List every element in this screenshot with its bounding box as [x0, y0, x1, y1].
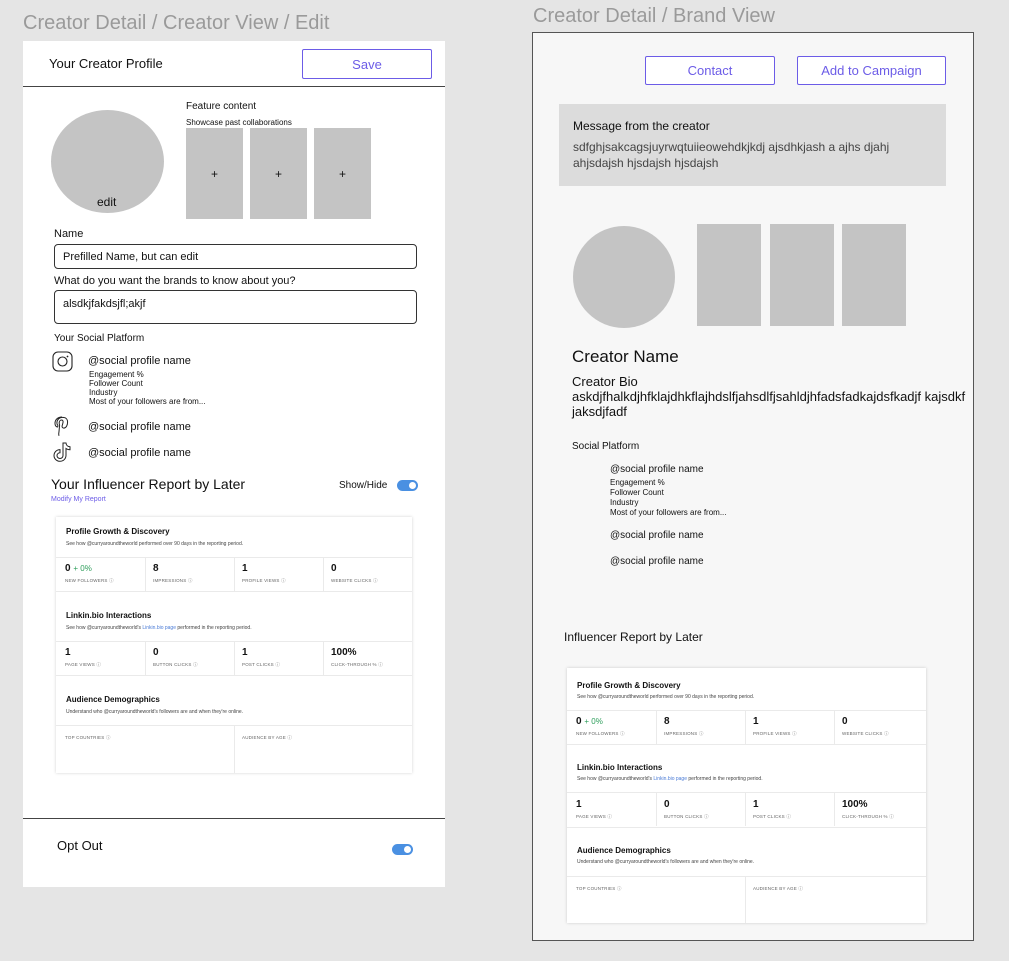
social-profile-name[interactable]: @social profile name [610, 530, 704, 541]
pinterest-icon[interactable] [53, 416, 71, 437]
audience-age-label: AUDIENCE BY AGE ⓘ [242, 735, 293, 740]
divider [834, 792, 835, 826]
social-profile-name[interactable]: @social profile name [88, 447, 191, 459]
divider [567, 710, 926, 711]
influencer-report-card [567, 668, 926, 923]
stat-profile-views: 1 [753, 716, 759, 727]
divider [56, 591, 412, 592]
stat-label: NEW FOLLOWERS ⓘ [576, 731, 625, 736]
linkin-bio-link[interactable]: Linkin.bio page [653, 776, 687, 782]
stat-label: PAGE VIEWS ⓘ [65, 662, 102, 667]
stat-impressions: 8 [664, 716, 670, 727]
growth-section-title: Profile Growth & Discovery [66, 527, 170, 536]
stat-label: PROFILE VIEWS ⓘ [753, 731, 797, 736]
stat-label: POST CLICKS ⓘ [242, 662, 281, 667]
tiktok-icon[interactable] [53, 442, 72, 463]
influencer-report-card [56, 517, 412, 773]
linkin-section-title: Linkin.bio Interactions [66, 611, 152, 620]
name-input[interactable]: Prefilled Name, but can edit [54, 244, 417, 269]
stat-click-through: 100% [842, 799, 868, 810]
message-title: Message from the creator [573, 119, 710, 133]
divider [745, 876, 746, 923]
feature-slot-3[interactable]: + [314, 128, 371, 219]
top-countries-label: TOP COUNTRIES ⓘ [576, 886, 622, 891]
show-hide-toggle[interactable] [397, 480, 418, 491]
stat-post-clicks: 1 [753, 799, 759, 810]
social-profile-name[interactable]: @social profile name [88, 355, 191, 367]
add-to-campaign-button[interactable]: Add to Campaign [797, 56, 946, 85]
divider [234, 725, 235, 773]
creator-bio-text: askdjfhalkdjhfklajdhkflajhdslfjahsdlfjsahldjhfadsfadkajdsfkadjf kajsdkfjaksdjfadf [572, 389, 966, 419]
growth-section-desc: See how @curryaroundtheworld performed over 90 days in the reporting period. [66, 541, 244, 547]
divider [656, 710, 657, 744]
stat-button-clicks: 0 [153, 647, 159, 658]
stat-new-followers: 0 + 0% [576, 716, 603, 727]
stat-impressions: 8 [153, 563, 159, 574]
featured-content-3[interactable] [842, 224, 906, 326]
audience-section-title: Audience Demographics [577, 846, 671, 855]
social-industry: Industry [610, 498, 639, 507]
stat-label: WEBSITE CLICKS ⓘ [331, 578, 378, 583]
audience-age-label: AUDIENCE BY AGE ⓘ [753, 886, 804, 891]
divider [745, 792, 746, 826]
contact-button[interactable]: Contact [645, 56, 775, 85]
opt-out-toggle[interactable] [392, 844, 413, 855]
social-profile-name[interactable]: @social profile name [610, 464, 704, 475]
stat-label: IMPRESSIONS ⓘ [153, 578, 193, 583]
brand-view-panel [532, 32, 974, 941]
growth-section-title: Profile Growth & Discovery [577, 681, 681, 690]
social-industry: Industry [89, 388, 118, 397]
audience-section-desc: Understand who @curryaroundtheworld's followers are and when they're online. [66, 709, 244, 715]
social-platform-label: Social Platform [572, 441, 640, 452]
linkin-section-title: Linkin.bio Interactions [577, 763, 663, 772]
social-profile-name[interactable]: @social profile name [88, 421, 191, 433]
divider [656, 792, 657, 826]
creator-bio-label: Creator Bio [572, 374, 638, 389]
influencer-report-title: Influencer Report by Later [564, 630, 703, 644]
stat-label: PROFILE VIEWS ⓘ [242, 578, 286, 583]
stat-website-clicks: 0 [842, 716, 848, 727]
influencer-report-title: Your Influencer Report by Later [51, 476, 246, 492]
avatar-edit-label[interactable]: edit [97, 195, 117, 209]
linkin-bio-link[interactable]: Linkin.bio page [142, 625, 176, 631]
social-follower-count: Follower Count [89, 379, 143, 388]
featured-content-1[interactable] [697, 224, 761, 326]
divider [56, 675, 412, 676]
show-hide-label: Show/Hide [339, 480, 388, 491]
stat-page-views: 1 [576, 799, 582, 810]
divider [834, 710, 835, 744]
feature-slot-1[interactable]: + [186, 128, 243, 219]
social-follower-count: Follower Count [610, 488, 664, 497]
creator-message-box [559, 104, 946, 186]
bio-input[interactable]: alsdkjfakdsjfl;akjf [54, 290, 417, 324]
stat-label: BUTTON CLICKS ⓘ [664, 814, 709, 819]
audience-section-title: Audience Demographics [66, 695, 160, 704]
stat-website-clicks: 0 [331, 563, 337, 574]
linkin-section-desc: See how @curryaroundtheworld's Linkin.bio page performed in the reporting period. [66, 625, 252, 631]
right-frame-title: Creator Detail / Brand View [533, 5, 775, 27]
stat-post-clicks: 1 [242, 647, 248, 658]
stat-profile-views: 1 [242, 563, 248, 574]
social-profile-name[interactable]: @social profile name [610, 556, 704, 567]
creator-edit-panel [23, 41, 445, 887]
header-divider [23, 86, 445, 87]
divider [145, 557, 146, 591]
save-button[interactable]: Save [302, 49, 432, 79]
social-engagement: Engagement % [89, 370, 144, 379]
social-follower-location: Most of your followers are from... [610, 508, 727, 517]
stat-label: IMPRESSIONS ⓘ [664, 731, 704, 736]
header-title: Your Creator Profile [49, 56, 163, 71]
divider [745, 710, 746, 744]
opt-out-label: Opt Out [57, 838, 103, 853]
growth-section-desc: See how @curryaroundtheworld performed over 90 days in the reporting period. [577, 694, 755, 700]
featured-content-2[interactable] [770, 224, 834, 326]
message-body: sdfghjsakcagsjuyrwqtuiieowehdkjkdj ajsdhkjash a ajhs djahj ahjsdajsh hjsdajsh hjsdajsh [573, 140, 890, 170]
divider [234, 557, 235, 591]
stat-click-through: 100% [331, 647, 357, 658]
social-engagement: Engagement % [610, 478, 665, 487]
divider [323, 641, 324, 675]
feature-slot-2[interactable]: + [250, 128, 307, 219]
opt-out-divider [23, 818, 445, 819]
stat-label: NEW FOLLOWERS ⓘ [65, 578, 114, 583]
audience-section-desc: Understand who @curryaroundtheworld's followers are and when they're online. [577, 859, 755, 865]
name-label: Name [54, 228, 84, 240]
stat-label: CLICK-THROUGH % ⓘ [842, 814, 894, 819]
divider [234, 641, 235, 675]
stat-label: WEBSITE CLICKS ⓘ [842, 731, 889, 736]
social-follower-location: Most of your followers are from... [89, 397, 206, 406]
creator-avatar [573, 226, 675, 328]
social-platform-label: Your Social Platform [54, 333, 145, 344]
divider [567, 876, 926, 877]
modify-report-link[interactable]: Modify My Report [51, 496, 106, 503]
stat-delta: + 0% [584, 717, 603, 726]
stat-label: BUTTON CLICKS ⓘ [153, 662, 198, 667]
linkin-section-desc: See how @curryaroundtheworld's Linkin.bio page performed in the reporting period. [577, 776, 763, 782]
feature-content-subtitle: Showcase past collaborations [186, 118, 292, 127]
stat-button-clicks: 0 [664, 799, 670, 810]
top-countries-label: TOP COUNTRIES ⓘ [65, 735, 111, 740]
feature-content-title: Feature content [186, 101, 257, 112]
stat-page-views: 1 [65, 647, 71, 658]
divider [567, 744, 926, 745]
divider [567, 827, 926, 828]
bio-label: What do you want the brands to know about you? [54, 275, 296, 287]
stat-delta: + 0% [73, 564, 92, 573]
stat-label: CLICK-THROUGH % ⓘ [331, 662, 383, 667]
stat-new-followers: 0 + 0% [65, 563, 92, 574]
divider [323, 557, 324, 591]
left-frame-title: Creator Detail / Creator View / Edit [23, 12, 330, 34]
stat-label: POST CLICKS ⓘ [753, 814, 792, 819]
instagram-icon[interactable] [52, 351, 73, 372]
divider [567, 792, 926, 793]
creator-name: Creator Name [572, 347, 679, 366]
divider [145, 641, 146, 675]
stat-label: PAGE VIEWS ⓘ [576, 814, 613, 819]
